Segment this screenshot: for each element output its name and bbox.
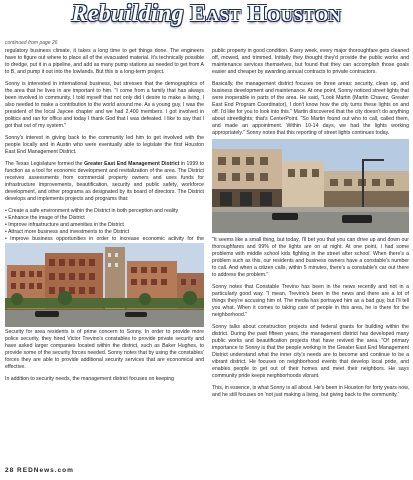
paragraph: Sonny's interest in giving back to the community led him to get involved with the people locally and in Austin who were eventually able to legislate the first Houston East End Management District.	[5, 135, 204, 155]
title-part-east-houston: East Houston	[190, 1, 342, 27]
page-header	[0, 0, 413, 28]
continued-note: continued from page 26	[5, 40, 58, 46]
list-item: • Improve business opportunities in order to increase economic activity for the	[5, 236, 204, 242]
title-part-rebuilding: Rebuilding	[71, 1, 184, 27]
page-title	[0, 1, 413, 28]
district-intro	[5, 161, 204, 203]
paragraph: public property in good condition. Every week, every major thoroughfare gets cleaned off, mowed, and trimmed. Initially they thought they'd provide the public works and maintenance services themselves, but found that they can accomplish those goals easier and cheaper by awarding annual contracts to private contractors.	[212, 48, 409, 75]
paragraph: "It seems like a small thing, but today, I'll bet you that you can drive up and down our thoroughfares and 99% of the lights are on at night. At one point, I had some problems with middle school kids fighting in the street after school. When there's a problem such as this, our residents and business owners have a constable's number to call. And when a citizen calls, within 5 minutes, there's a constable's car out there to address the problem."	[212, 237, 409, 278]
paragraph: regulatory business climate, it takes a long time to get things done. The engineers have to figure out where to place all of the evacuated material. It's technically possible to dredge, put it in a pipeline, and add as many pump stations as needed to get from A to B, and pump it out into the lowlands. But this is a long-term project.	[5, 48, 204, 75]
list-item: • Enhance the image of the District	[5, 215, 85, 221]
street-photo-right	[212, 139, 409, 233]
list-item: • Create a safe environment within the District in both perception and reality	[5, 208, 179, 214]
list-item: • Attract more business and investments to the District	[5, 229, 130, 235]
left-column-bottom	[5, 329, 204, 388]
right-column-bottom	[212, 237, 409, 404]
right-column-top	[212, 48, 409, 142]
district-name: Greater East End Management District	[84, 161, 180, 167]
page-footer: 28 REDNews.com	[5, 467, 74, 474]
paragraph: Sonny talks about construction projects and federal grants for building within the district. During the past fifteen years, the management district has developed many public works and beautification projects that have revived the area. "Of primary importance to Sonny is that the people working in the Greater East End Management District understand what the inner city's needs are to become and continue to be a vibrant district. He focuses on neighborhood events that develop local pride, and enables people to get out of their homes and meet their neighbors. He says community pride keeps neighborhoods vibrant.	[212, 324, 409, 379]
paragraph: Basically, the management district focuses on three areas: security, clean up, and business development and maintenance. At one point, Sonny noticed street lights that were inoperable in parts of the area. He said, "Look Martin (Martin Chavez, Greater East End Program Coordinator), I don't know how the city turns these lights on and off. I'd like for you to look into this." Martin discovered that the city doesn't do anything about streetlights; that's CenterPoint. "So Martin found out who to call, called them, and made an appointment. Within 10-14 days, we had the lights working appropriately." Sonny notes that this reporting of street lights continues today.	[212, 81, 409, 136]
paragraph: This, in essence, is what Sonny is all about. He's been in Houston for forty years now, and he still focuses on 'not just making a living, but giving back to the community.'	[212, 385, 409, 398]
paragraph: Sonny notes that Constable Trevino has been in the news recently and not in a particularly good way. "I mean, Trevino's been in the news and there are a lot of things they're accusing him of. The media has portrayed him as a bad guy, but I'll tell you what. When it comes to taking care of people in this area, he is there for the neighborhood."	[212, 284, 409, 318]
building-photo-left	[5, 243, 204, 327]
list-item: • Improve infrastructure and amenities in the District	[5, 222, 124, 228]
intro-text: in 1999 to function as a tool for economic development and revitalization of the area. The District receives assessments from commercial property owners and uses funds for infrastructure improvements, beautification, security and public safety, workforce development, and other programs as designated by its board of directors. The District develops and implements projects and programs that:	[5, 161, 205, 202]
paragraph: Sonny is interested in international business, but stresses that the demographics of the area that he lives in are important to him. "I come from a family that has always been involved in community. I told myself that not only did I desire to make a living, I also needed to make a contribution to the world around me. As a young guy, I was the president of the local Jaycee chapter and we had 2,400 members. I got involved in politics and ran for office and today I thank God that I was defeated. I like to say that I got that out of my system."	[5, 81, 204, 129]
intro-text: The Texas Legislature formed the	[5, 161, 85, 167]
paragraph: Security for area residents is of prime concern to Sonny. In order to provide more police security, they hired Victor Trevino's constables to provide private security and have asked larger companies located within the district, such as Baker Hughes, to provide some of the security forces needed. Sonny notes that by using the constables' forces they are able to provide additional security services that are economical and effective.	[5, 329, 204, 370]
left-column-top	[5, 48, 204, 255]
paragraph: In addition to security needs, the management district focuses on keeping	[5, 376, 174, 382]
